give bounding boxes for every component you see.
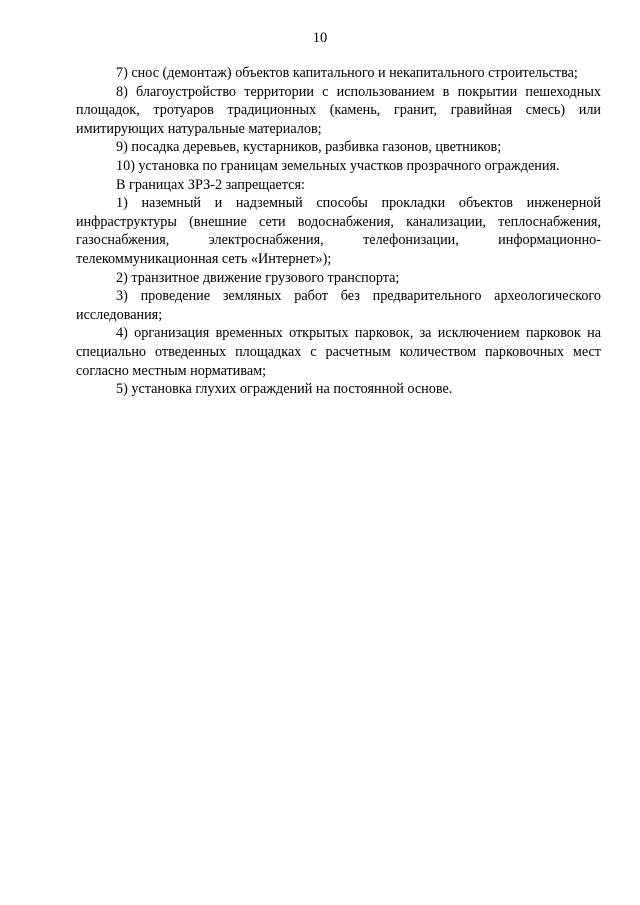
- paragraph-prohibited-2: 2) транзитное движение грузового транспорта;: [116, 269, 400, 286]
- paragraph-permitted-9: 9) посадка деревьев, кустарников, разбивка газонов, цветников;: [116, 139, 502, 156]
- paragraph-permitted-8: 8) благоустройство территории с использованием в покрытии пешеходных площадок, тротуаров традиционных (камень, гранит, гравийная смесь) или имитирующих натуральные материалов;: [76, 83, 601, 137]
- paragraph-prohibited-1: 1) наземный и надземный способы прокладки объектов инженерной инфраструктуры (внешние сети водоснабжения, канализации, теплоснабжения, газоснабжения, электроснабжения, телефонизации, информационно-телекоммуникационная сеть «Интернет»);: [76, 195, 601, 267]
- document-body: [76, 64, 601, 399]
- paragraph-prohibited-3: 3) проведение земляных работ без предварительного археологического исследования;: [76, 288, 601, 323]
- page-number: 10: [312, 30, 328, 46]
- paragraph-permitted-10: 10) установка по границам земельных участков прозрачного ограждения.: [116, 157, 560, 174]
- paragraph-permitted-7: 7) снос (демонтаж) объектов капитального и некапитального строительства;: [116, 65, 578, 81]
- paragraph-prohibited-5: 5) установка глухих ограждений на постоянной основе.: [116, 381, 453, 398]
- section-heading-prohibited: В границах ЗРЗ-2 запрещается:: [116, 176, 305, 193]
- paragraph-prohibited-4: 4) организация временных открытых парковок, за исключением парковок на специально отведенных площадках с расчетным количеством парковочных мест согласно местным нормативам;: [76, 325, 601, 379]
